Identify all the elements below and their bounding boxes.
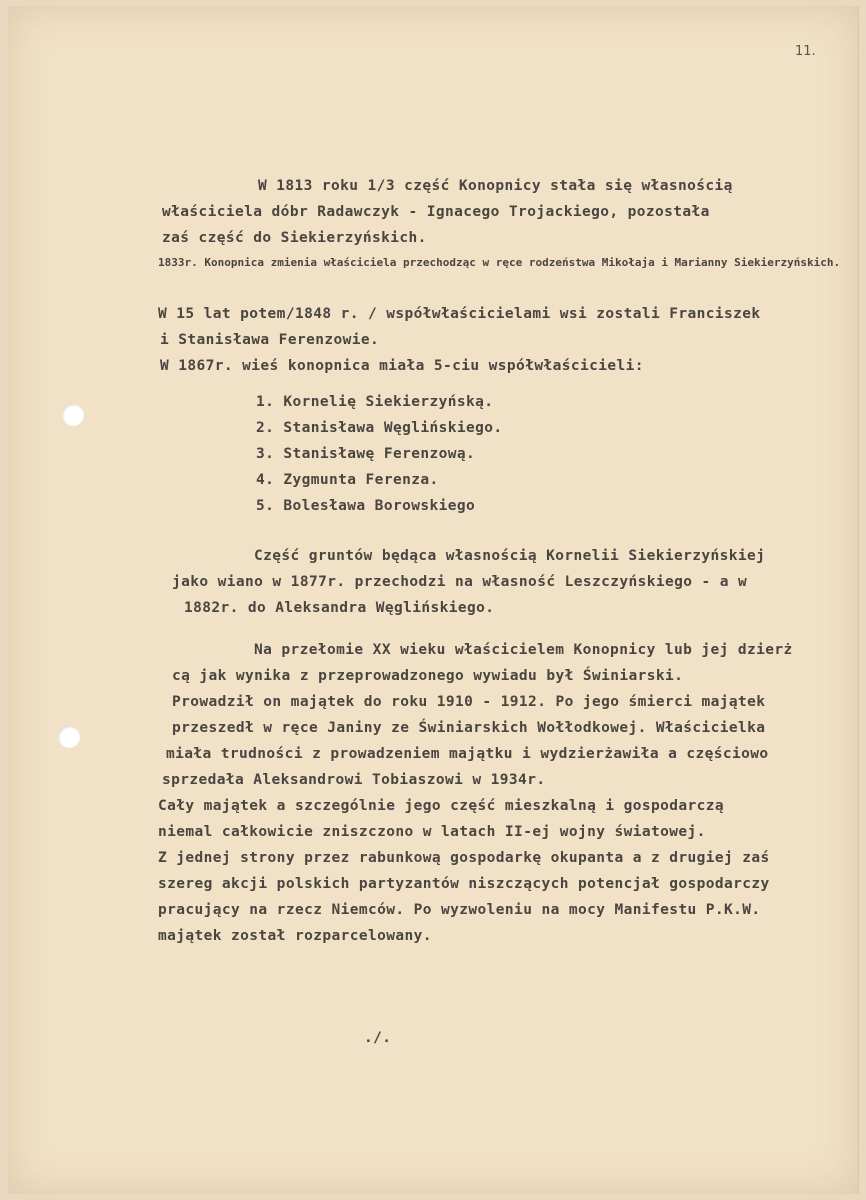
- owner-item: 2. Stanisława Węglińskiego.: [256, 420, 503, 436]
- text-line: W 1813 roku 1/3 część Konopnicy stała się własnością: [258, 178, 733, 194]
- owner-item: 3. Stanisławę Ferenzową.: [256, 446, 476, 462]
- text-line: właściciela dóbr Radawczyk - Ignacego Trojackiego, pozostała: [162, 204, 710, 220]
- text-line: W 1867r. wieś konopnica miała 5-ciu współwłaścicieli:: [160, 358, 644, 374]
- text-line: 1833r. Konopnica zmienia właściciela przechodząc w ręce rodzeństwa Mikołaja i Marianny Siekierzyńskich.: [158, 256, 841, 269]
- text-line: pracujący na rzecz Niemców. Po wyzwoleniu na mocy Manifestu P.K.W.: [158, 902, 761, 918]
- text-line: szereg akcji polskich partyzantów niszczących potencjał gospodarczy: [158, 876, 770, 892]
- punch-hole: [58, 726, 80, 748]
- text-line: Część gruntów będąca własnością Kornelii Siekierzyńskiej: [254, 548, 766, 564]
- text-line: jako wiano w 1877r. przechodzi na własność Leszczyńskiego - a w: [172, 574, 748, 590]
- page-number: 11.: [795, 44, 816, 59]
- text-line: Na przełomie XX wieku właścicielem Konopnicy lub jej dzierż: [254, 642, 793, 658]
- owner-item: 4. Zygmunta Ferenza.: [256, 472, 439, 488]
- text-line: W 15 lat potem/1848 r. / współwłaścicielami wsi zostali Franciszek: [158, 306, 761, 322]
- text-line: zaś część do Siekierzyńskich.: [162, 230, 427, 246]
- text-line: sprzedała Aleksandrowi Tobiaszowi w 1934r.: [162, 772, 546, 788]
- text-line: przeszedł w ręce Janiny ze Świniarskich Wołłodkowej. Właścicielka: [172, 720, 766, 736]
- text-line: 1882r. do Aleksandra Węglińskiego.: [184, 600, 495, 616]
- text-line: miała trudności z prowadzeniem majątku i wydzierżawiła a częściowo: [166, 746, 769, 762]
- text-line: Z jednej strony przez rabunkową gospodarkę okupanta a z drugiej zaś: [158, 850, 770, 866]
- text-line: niemal całkowicie zniszczono w latach II-ej wojny światowej.: [158, 824, 706, 840]
- text-line: cą jak wynika z przeprowadzonego wywiadu był Świniarski.: [172, 668, 684, 684]
- text-line: majątek został rozparcelowany.: [158, 928, 432, 944]
- text-line: Prowadził on majątek do roku 1910 - 1912. Po jego śmierci majątek: [172, 694, 766, 710]
- text-line: Cały majątek a szczególnie jego część mieszkalną i gospodarczą: [158, 798, 725, 814]
- owner-item: 5. Bolesława Borowskiego: [256, 498, 476, 514]
- text-line: i Stanisława Ferenzowie.: [160, 332, 380, 348]
- punch-hole: [62, 404, 84, 426]
- owner-item: 1. Kornelię Siekierzyńską.: [256, 394, 494, 410]
- continuation-mark: ./.: [364, 1030, 392, 1046]
